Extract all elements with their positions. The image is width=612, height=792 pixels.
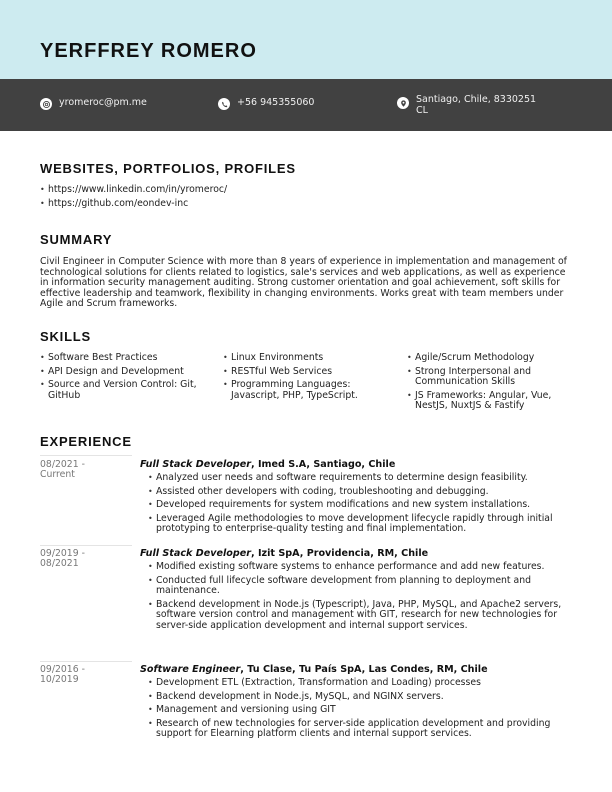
location-line1: Santiago, Chile, 8330251 bbox=[416, 94, 537, 105]
phone-icon bbox=[218, 98, 230, 110]
job-bullet: • Leveraged Agile methodologies to move development lifecycle rapidly through initial prototyping to enterprise-quality testing and final implementation. bbox=[148, 514, 568, 535]
contact-location bbox=[397, 94, 567, 116]
skill-item: • RESTful Web Services bbox=[223, 367, 393, 378]
skill-item: • Source and Version Control: Git, GitHub bbox=[40, 380, 210, 401]
skill-item: • Software Best Practices bbox=[40, 353, 210, 364]
skills-heading: SKILLS bbox=[40, 329, 92, 344]
job-bullets bbox=[148, 562, 568, 635]
website-link[interactable]: • https://www.linkedin.com/in/yromeroc/ bbox=[40, 185, 227, 196]
location-pin-icon bbox=[397, 97, 409, 109]
skills-column-3 bbox=[407, 353, 572, 415]
contact-phone[interactable] bbox=[218, 97, 314, 110]
job-bullet: • Analyzed user needs and software requirements to determine design feasibility. bbox=[148, 473, 568, 484]
skill-item: • Strong Interpersonal and Communication Skills bbox=[407, 367, 572, 388]
job-dates bbox=[40, 549, 85, 569]
at-icon bbox=[40, 98, 52, 110]
job-bullets bbox=[148, 678, 568, 743]
job-bullet: • Backend development in Node.js, MySQL, and NGINX servers. bbox=[148, 692, 568, 703]
divider bbox=[40, 545, 132, 546]
job-bullet: • Development ETL (Extraction, Transformation and Loading) processes bbox=[148, 678, 568, 689]
experience-heading: EXPERIENCE bbox=[40, 434, 132, 449]
job-bullet: • Assisted other developers with coding, troubleshooting and debugging. bbox=[148, 487, 568, 498]
job-dates bbox=[40, 460, 85, 480]
job-role: Full Stack Developer bbox=[140, 548, 251, 559]
website-link[interactable]: • https://github.com/eondev-inc bbox=[40, 199, 227, 210]
job-bullets bbox=[148, 473, 568, 538]
skills-column-1 bbox=[40, 353, 210, 404]
date-start: 08/2021 - bbox=[40, 459, 85, 470]
job-title bbox=[140, 548, 428, 559]
divider bbox=[40, 455, 132, 456]
websites-heading: WEBSITES, PORTFOLIOS, PROFILES bbox=[40, 161, 296, 176]
job-company: , Tu Clase, Tu País SpA, Las Condes, RM, Chile bbox=[240, 664, 488, 675]
date-start: 09/2016 - bbox=[40, 664, 85, 675]
job-dates bbox=[40, 665, 85, 685]
divider bbox=[40, 661, 132, 662]
date-end: 08/2021 bbox=[40, 558, 79, 569]
skill-item: • Programming Languages: Javascript, PHP, TypeScript. bbox=[223, 380, 393, 401]
job-bullet: • Research of new technologies for server-side application development and providing support for Elearning platform clients and internal support services. bbox=[148, 719, 568, 740]
websites-list bbox=[40, 185, 227, 212]
email-text: yromeroc@pm.me bbox=[59, 97, 147, 108]
contact-bar bbox=[0, 79, 612, 131]
skill-item: • Agile/Scrum Methodology bbox=[407, 353, 572, 364]
contact-email[interactable] bbox=[40, 97, 147, 110]
job-company: , Imed S.A, Santiago, Chile bbox=[250, 459, 396, 470]
skills-column-2 bbox=[223, 353, 393, 404]
job-title bbox=[140, 459, 395, 470]
job-bullet: • Backend development in Node.js (Typescript), Java, PHP, MySQL, and Apache2 servers, software version control and management with GIT, research for new technologies for server-side application development and internal support services. bbox=[148, 600, 568, 632]
job-role: Software Engineer bbox=[140, 664, 241, 675]
phone-text: +56 945355060 bbox=[237, 97, 315, 108]
date-end: Current bbox=[40, 469, 75, 480]
skill-item: • JS Frameworks: Angular, Vue, NestJS, NuxtJS & Fastify bbox=[407, 391, 572, 412]
job-title bbox=[140, 664, 488, 675]
job-company: , Izit SpA, Providencia, RM, Chile bbox=[250, 548, 429, 559]
summary-heading: SUMMARY bbox=[40, 232, 113, 247]
summary-text: Civil Engineer in Computer Science with more than 8 years of experience in implementation and management of technological solutions for clients related to logistics, sale's services and web applications, as well as experience in information security management auditing. Strong customer orientation and goal achievement, soft skills for effective leadership and teamwork, flexibility in changing environments. Works great with team members under Agile and Scrum frameworks. bbox=[40, 256, 567, 310]
date-start: 09/2019 - bbox=[40, 548, 85, 559]
skill-item: • API Design and Development bbox=[40, 367, 210, 378]
job-role: Full Stack Developer bbox=[140, 459, 251, 470]
job-bullet: • Conducted full lifecycle software development from planning to deployment and maintenance. bbox=[148, 576, 568, 597]
job-bullet: • Management and versioning using GIT bbox=[148, 705, 568, 716]
skill-item: • Linux Environments bbox=[223, 353, 393, 364]
date-end: 10/2019 bbox=[40, 674, 79, 685]
job-bullet: • Modified existing software systems to enhance performance and add new features. bbox=[148, 562, 568, 573]
candidate-name: YERFFREY ROMERO bbox=[40, 40, 257, 62]
location-line2: CL bbox=[416, 105, 428, 116]
job-bullet: • Developed requirements for system modifications and new system installations. bbox=[148, 500, 568, 511]
